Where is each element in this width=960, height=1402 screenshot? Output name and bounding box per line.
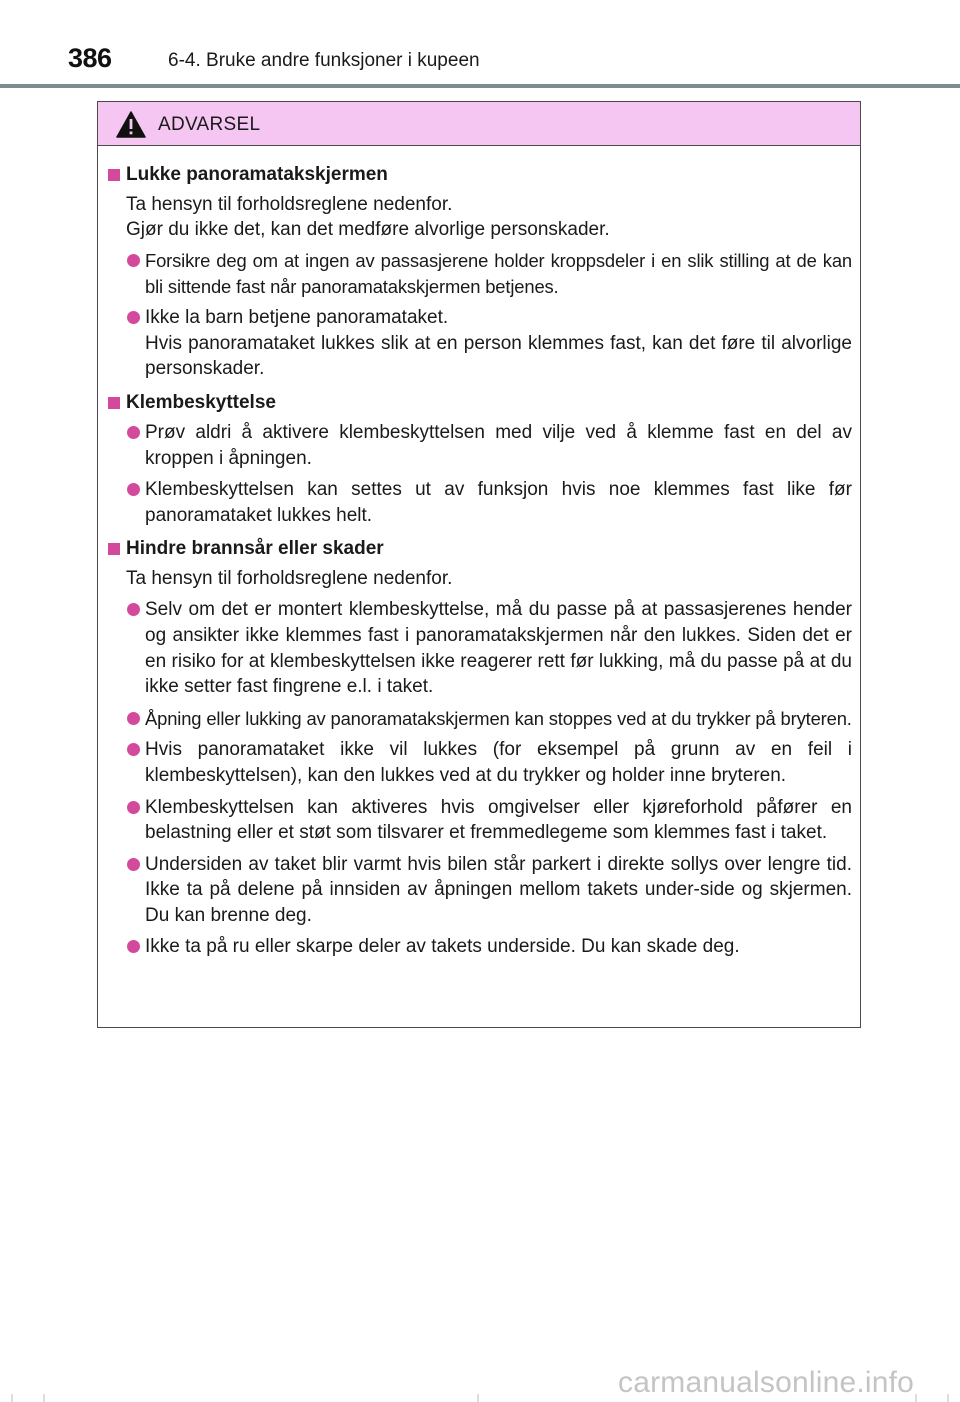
round-bullet-icon — [127, 483, 140, 496]
square-bullet-icon — [108, 169, 120, 181]
header-divider — [0, 84, 960, 88]
page-number: 386 — [68, 43, 112, 73]
round-bullet-icon — [127, 940, 140, 953]
bullet-paragraph: Selv om det er montert klembeskyttelse, må du passe på at passasjerenes hender og ansikter ikke klemmes fast i panoramatakskjermen når den lukkes. Siden det er en risiko for at klembeskyttelsen ikke reagerer rett før lukking, må du passe på at du ikke setter fast fingrene e.l. i taket. — [145, 599, 852, 698]
bullet-paragraph: Undersiden av taket blir varmt hvis bilen står parkert i direkte sollys over lengre tid. Ikke ta på delene på innsiden av åpningen mellom takets under-side og skjermen. Du kan brenne deg. — [145, 853, 852, 926]
warning-section — [108, 162, 852, 382]
bullet-text — [145, 737, 852, 788]
round-bullet-icon — [127, 712, 140, 725]
bullet-item — [108, 248, 852, 299]
warning-body — [98, 146, 860, 960]
section-heading — [108, 390, 852, 416]
bullet-item — [108, 597, 852, 699]
bullet-text — [145, 934, 852, 960]
bullet-text — [145, 305, 852, 382]
watermark[interactable]: carmanualsonline.info — [618, 1366, 915, 1399]
bullet-item — [108, 934, 852, 960]
bullet-item — [108, 852, 852, 929]
bullet-paragraph: Klembeskyttelsen kan aktiveres hvis omgivelser eller kjøreforhold påfører en belastning eller et støt som tilsvarer et fremmedlegeme som klemmes fast i taket. — [145, 796, 852, 844]
round-bullet-icon — [127, 858, 140, 871]
section-heading-text: Hindre brannsår eller skader — [126, 538, 384, 560]
warning-section — [108, 390, 852, 528]
round-bullet-icon — [127, 254, 140, 267]
bullet-text — [145, 706, 852, 732]
bullet-text — [145, 597, 852, 699]
section-heading — [108, 536, 852, 562]
page-trim-marks — [0, 1394, 960, 1402]
page-header — [0, 0, 960, 90]
bullet-paragraph: Forsikre deg om at ingen av passasjerene holder kroppsdeler i en slik stilling at de kan bli sittende fast når panoramatakskjermen betjenes. — [145, 250, 852, 297]
bullet-item — [108, 795, 852, 846]
round-bullet-icon — [127, 743, 140, 756]
section-title: 6-4. Bruke andre funksjoner i kupeen — [168, 50, 480, 71]
bullet-text — [145, 795, 852, 846]
round-bullet-icon — [127, 311, 140, 324]
section-intro — [108, 192, 852, 242]
warning-triangle-icon — [116, 111, 146, 138]
section-heading — [108, 162, 852, 188]
intro-line: Ta hensyn til forholdsreglene nedenfor. — [126, 194, 453, 215]
round-bullet-icon — [127, 603, 140, 616]
round-bullet-icon — [127, 426, 140, 439]
bullet-item — [108, 706, 852, 732]
square-bullet-icon — [108, 543, 120, 555]
bullet-text — [145, 420, 852, 471]
intro-line: Ta hensyn til forholdsreglene nedenfor. — [126, 568, 453, 590]
bullet-text — [145, 248, 852, 299]
bullet-text — [145, 477, 852, 528]
intro-line: Gjør du ikke det, kan det medføre alvorlige personskader. — [126, 219, 610, 240]
section-heading-text: Lukke panoramatakskjermen — [126, 164, 388, 185]
warning-header — [98, 102, 860, 146]
warning-box — [97, 101, 861, 1028]
bullet-item — [108, 477, 852, 528]
section-heading-text: Klembeskyttelse — [126, 391, 276, 413]
bullet-paragraph: Prøv aldri å aktivere klembeskyttelsen med vilje ved å klemme fast en del av kroppen i åpningen. — [145, 421, 852, 469]
bullet-paragraph: Ikke ta på ru eller skarpe deler av takets underside. Du kan skade deg. — [145, 936, 740, 958]
bullet-text — [145, 852, 852, 929]
section-intro — [108, 566, 852, 591]
bullet-paragraph: Klembeskyttelsen kan settes ut av funksjon hvis noe klemmes fast like før panoramataket lukkes helt. — [145, 479, 852, 526]
bullet-item — [108, 420, 852, 471]
bullet-paragraph: Ikke la barn betjene panoramataket. — [145, 307, 449, 329]
round-bullet-icon — [127, 801, 140, 814]
bullet-item — [108, 305, 852, 382]
warning-section — [108, 536, 852, 960]
warning-title: ADVARSEL — [158, 114, 261, 135]
bullet-item — [108, 737, 852, 788]
bullet-paragraph: Hvis panoramataket ikke vil lukkes (for eksempel på grunn av en feil i klembeskyttelsen), kan den lukkes ved at du trykker og holder inne bryteren. — [145, 739, 852, 786]
bullet-paragraph: Åpning eller lukking av panoramatakskjermen kan stoppes ved at du trykker på bryteren. — [145, 707, 852, 729]
square-bullet-icon — [108, 397, 120, 409]
bullet-paragraph: Hvis panoramataket lukkes slik at en person klemmes fast, kan det føre til alvorlige personskader. — [145, 332, 852, 380]
